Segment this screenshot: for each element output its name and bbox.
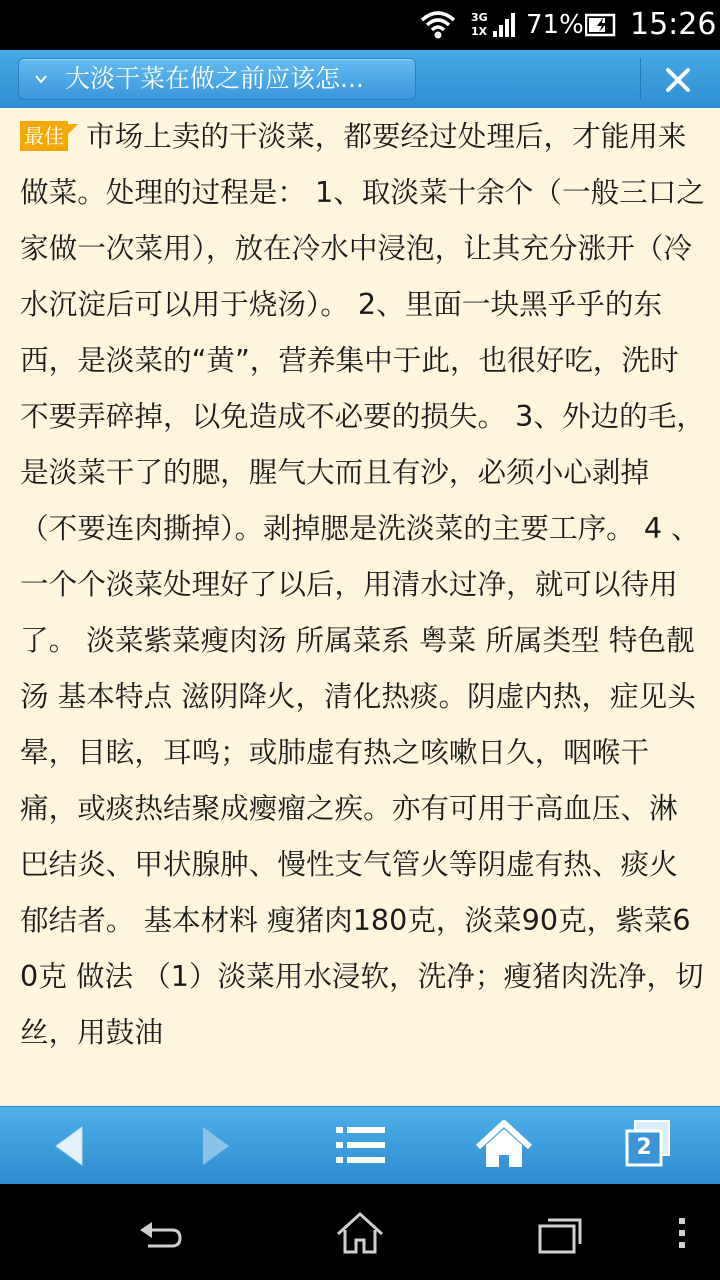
- page-title: 大淡干菜在做之前应该怎...: [65, 64, 364, 93]
- clock: 15:26: [630, 7, 717, 42]
- tab-count: 2: [636, 1135, 652, 1160]
- system-nav-bar: [0, 1184, 720, 1280]
- bottom-toolbar: [0, 1106, 720, 1185]
- title-bar: [0, 50, 720, 109]
- tabs-icon[interactable]: [615, 1107, 679, 1185]
- status-bar: [0, 0, 720, 50]
- overflow-menu-icon[interactable]: [662, 1204, 702, 1260]
- divider: [640, 58, 641, 100]
- nav-back-icon[interactable]: [128, 1204, 188, 1260]
- network-type-top: 3G: [471, 11, 488, 24]
- chevron-down-icon: [33, 71, 49, 87]
- network-type-bottom: 1X: [471, 25, 488, 38]
- home-icon[interactable]: [472, 1107, 536, 1185]
- close-button[interactable]: [660, 63, 696, 97]
- wifi-icon: [420, 10, 456, 40]
- page-title-dropdown[interactable]: [18, 58, 416, 100]
- answer-body: 市场上卖的干淡菜，都要经过处理后，才能用来做菜。处理的过程是： 1、取淡菜十余个（一般三口之家做一次菜用），放在冷水中浸泡，让其充分涨开（冷水沉淀后可以用于烧汤）。 2、里面一块黑乎乎的东西，是淡菜的“黄”，营养集中于此，也很好吃，洗时不要弄碎掉，以免造成不必要的损失。 3、外边的毛，是淡菜干了的腮，腥气大而且有沙，必须小心剥掉（不要连肉撕掉）。剥掉腮是洗淡菜的主要工序。 4 、一个个淡菜处理好了以后，用清水过净，就可以待用了。 淡菜紫菜瘦肉汤 所属菜系 粤菜 所属类型 特色靓汤 基本特点 滋阴降火，清化热痰。阴虚内热，症见头晕，目眩，耳鸣；或肺虚有热之咳嗽日久，咽喉干痛，或痰热结聚成瘿瘤之疾。亦有可用于高血压、淋巴结炎、甲状腺肿、慢性支气管火等阴虚有热、痰火郁结者。 基本材料 瘦猪肉180克，淡菜90克，紫菜60克 做法 （1）淡菜用水浸软，洗净；瘦猪肉洗净，切丝，用鼓油: [20, 119, 705, 1049]
- article-content[interactable]: [0, 108, 720, 1106]
- forward-arrow-icon[interactable]: [185, 1107, 245, 1185]
- back-arrow-icon[interactable]: [40, 1107, 100, 1185]
- answer-text: [20, 108, 706, 1060]
- signal-icon: [471, 9, 519, 41]
- nav-recent-apps-icon[interactable]: [532, 1204, 592, 1260]
- battery-percent: 71%: [526, 10, 584, 40]
- list-icon[interactable]: [328, 1107, 394, 1185]
- nav-home-icon[interactable]: [330, 1204, 390, 1260]
- battery-icon: [585, 13, 617, 37]
- best-answer-badge: 最佳: [20, 121, 68, 151]
